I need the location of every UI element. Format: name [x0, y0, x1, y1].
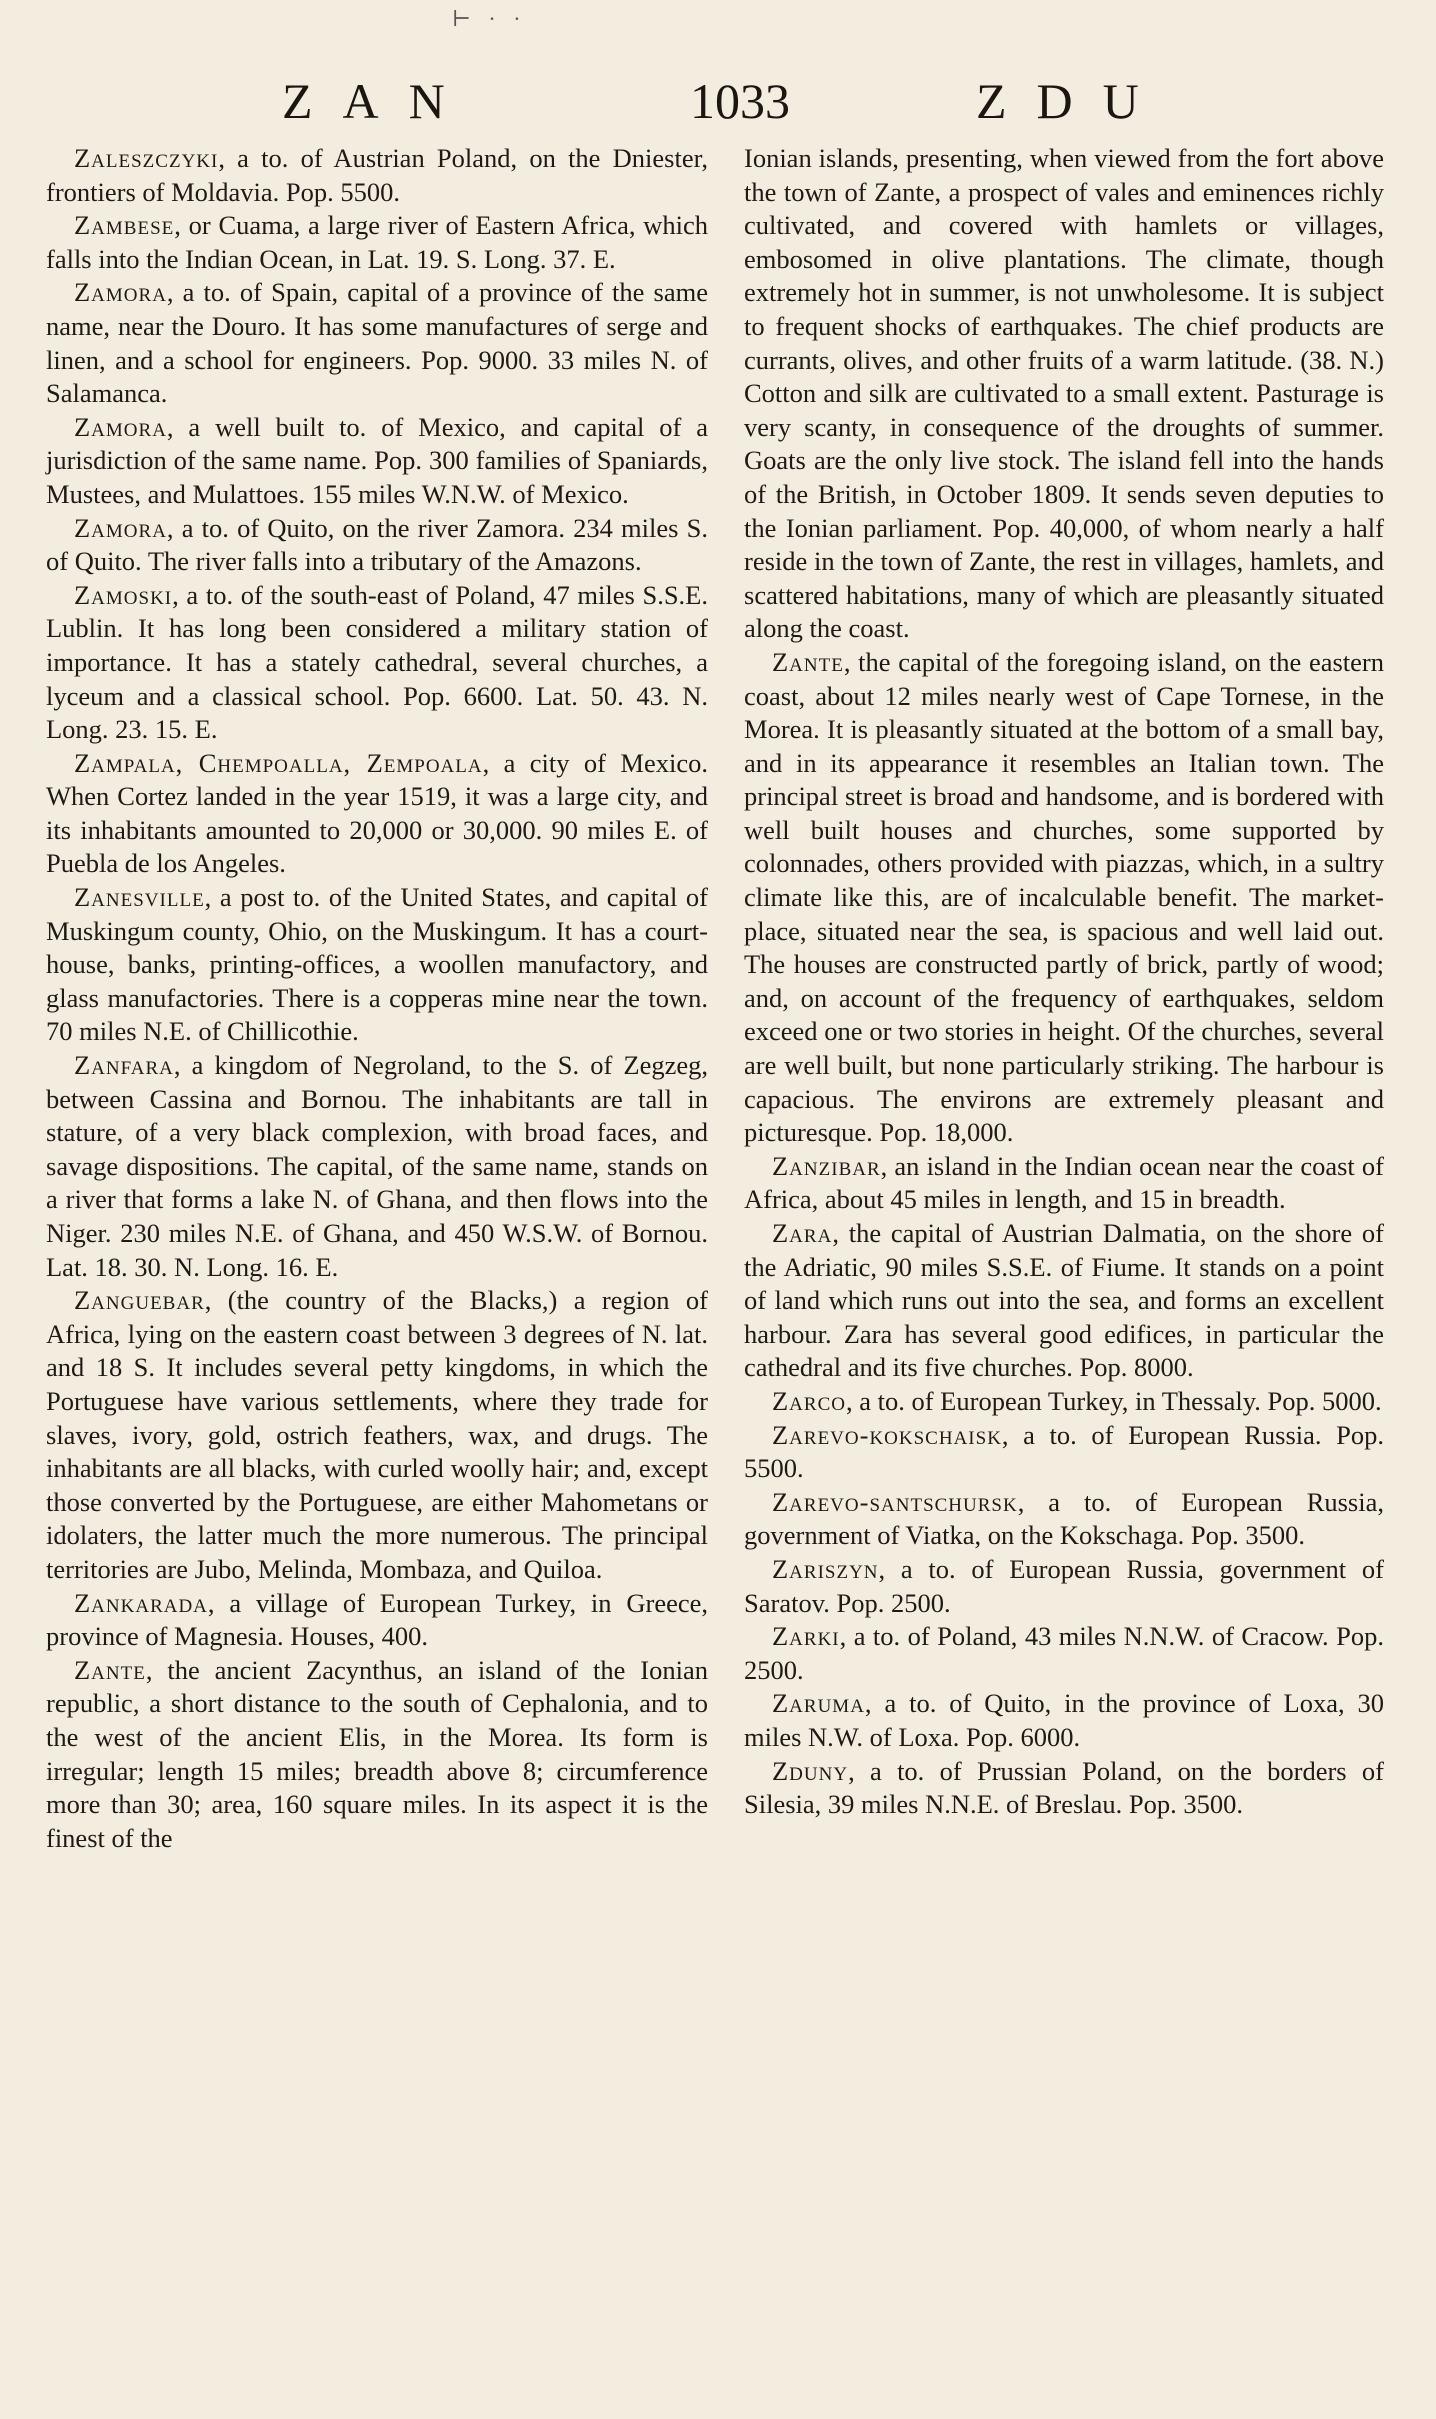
entry: [744, 1553, 1384, 1620]
entry-headword: Zamoski: [74, 579, 173, 610]
left-column: [46, 142, 708, 1855]
entry-text: , the capital of Austrian Dalmatia, on the shore of the Adriatic, 90 miles S.S.E. of Fiume. It stands on a point of land which runs out into the sea, and forms an excellent harbour. Zara has several good edifices, in particular the cathedral and its five churches. Pop. 8000.: [744, 1218, 1384, 1383]
entry: [46, 276, 708, 410]
entry: [46, 881, 708, 1049]
entry: [46, 1587, 708, 1654]
entry-headword: Zanfara: [74, 1050, 174, 1081]
entry-headword: Zanesville: [74, 882, 205, 913]
entry-headword: Zarki: [772, 1621, 840, 1652]
entry-text: , an island in the Indian ocean near the coast of Africa, about 45 miles in length, and 15 in breadth.: [744, 1150, 1384, 1215]
entry-headword: Zarevo-santschursk: [772, 1486, 1018, 1517]
entry: [46, 1654, 708, 1856]
entry-text: , a to. of European Turkey, in Thessaly. Pop. 5000.: [845, 1385, 1382, 1416]
entry: [46, 579, 708, 747]
entry: [46, 209, 708, 276]
entry: [46, 1049, 708, 1284]
entry: [46, 747, 708, 881]
entry-text: , (the country of the Blacks,) a region of Africa, lying on the eastern coast between 3 degrees of N. lat. and 18 S. It includes several petty kingdoms, in which the Portuguese have various settlements, where they trade for slaves, ivory, gold, ostrich feathers, wax, and drugs. The inhabitants are all blacks, with curled woolly hair; and, except those converted by the Portuguese, are either Mahometans or idolaters, the latter much the more numerous. The principal territories are Jubo, Melinda, Mombaza, and Quiloa.: [46, 1285, 708, 1584]
entry: [744, 1687, 1384, 1754]
entry: [744, 1217, 1384, 1385]
right-column: [744, 142, 1384, 1822]
entry-headword: Zanguebar: [74, 1285, 205, 1316]
entry-headword: Zante: [772, 646, 844, 677]
entry: [744, 1620, 1384, 1687]
entry-headword: Zankarada: [74, 1587, 208, 1618]
entry-text: , a well built to. of Mexico, and capital of a jurisdiction of the same name. Pop. 300 families of Spaniards, Mustees, and Mulattoes. 155 miles W.N.W. of Mexico.: [46, 411, 708, 509]
entry-text: , the capital of the foregoing island, on the eastern coast, about 12 miles nearly west of Cape Tornese, in the Morea. It is pleasantly situated at the bottom of a small bay, and in its appearance it resembles an Italian town. The principal street is broad and handsome, and is bordered with well built houses and churches, some supported by colonnades, others provided with piazzas, which, in a sultry climate like this, are of incalculable benefit. The market-place, situated near the sea, is spacious and well laid out. The houses are constructed partly of brick, partly of wood; and, on account of the frequency of earthquakes, seldom exceed one or two stories in height. Of the churches, several are well built, but none particularly striking. The harbour is capacious. The environs are extremely pleasant and picturesque. Pop. 18,000.: [744, 646, 1384, 1148]
entry-headword: Zamora: [74, 512, 167, 543]
entry-headword: Zanzibar: [772, 1150, 881, 1181]
entry-text: , a to. of European Russia. Pop. 5500.: [744, 1419, 1384, 1484]
entry-headword: Zamora: [74, 277, 167, 308]
entry: [744, 1486, 1384, 1553]
entry-headword: Zaruma: [772, 1688, 865, 1719]
entry-headword: Zduny: [772, 1755, 849, 1786]
entry-text: , a to. of European Russia, government of Saratov. Pop. 2500.: [744, 1553, 1384, 1618]
entry-headword: Zambese: [74, 210, 175, 241]
entry: [744, 1755, 1384, 1822]
entry: [744, 1150, 1384, 1217]
entry-headword: Zante: [74, 1654, 146, 1685]
entry-headword: Zamora: [74, 411, 167, 442]
entry: [744, 646, 1384, 1150]
entry-text: , a to. of European Russia, government of Viatka, on the Kokschaga. Pop. 3500.: [744, 1486, 1384, 1551]
entry: [744, 1419, 1384, 1486]
entry-headword: Zara: [772, 1218, 833, 1248]
entry-headword: Zampala, Chempoalla, Zempoala: [74, 747, 483, 778]
entry-headword: Zarco: [772, 1385, 846, 1416]
header-left-guideword: ZAN: [282, 73, 475, 129]
entry-headword: Zarevo-kokschaisk: [772, 1419, 1002, 1450]
running-header: [0, 72, 1436, 142]
entry-text: , the ancient Zacynthus, an island of the Ionian republic, a short distance to the south of Cephalonia, and to the west of the ancient Elis, in the Morea. Its form is irregular; length 15 miles; breadth above 8; circumference more than 30; area, 160 square miles. In its aspect it is the finest of the: [46, 1654, 708, 1853]
entry-headword: Zaleszczyki: [74, 143, 219, 173]
entry-text: , a village of European Turkey, in Greece, province of Magnesia. Houses, 400.: [46, 1587, 708, 1652]
entry-text: , a post to. of the United States, and capital of Muskingum county, Ohio, on the Muskingum. It has a court-house, banks, printing-offices, a woollen manufactory, and glass manufactories. There is a copperas mine near the town. 70 miles N.E. of Chillicothie.: [46, 882, 708, 1047]
entry-text: , a to. of Spain, capital of a province of the same name, near the Douro. It has some manufactures of serge and linen, and a school for engineers. Pop. 9000. 33 miles N. of Salamanca.: [46, 277, 708, 409]
page-number: 1033: [690, 73, 790, 129]
corner-mark: ⊢ · ·: [452, 6, 527, 31]
entry-text: , a to. of Austrian Poland, on the Dniester, frontiers of Moldavia. Pop. 5500.: [46, 143, 708, 207]
entry-text: , a kingdom of Negroland, to the S. of Zegzeg, between Cassina and Bornou. The inhabitants are tall in stature, of a very black complexion, with broad faces, and savage dispositions. The capital, of the same name, stands on a river that forms a lake N. of Ghana, and then flows into the Niger. 230 miles N.E. of Ghana, and 450 W.S.W. of Bornou. Lat. 18. 30. N. Long. 16. E.: [46, 1050, 708, 1282]
entry-text: , a to. of Prussian Poland, on the borders of Silesia, 39 miles N.N.E. of Breslau. Pop. 3500.: [744, 1755, 1384, 1820]
entry-text: , a to. of the south-east of Poland, 47 miles S.S.E. Lublin. It has long been considered a military station of importance. It has a stately cathedral, several churches, a lyceum and a classical school. Pop. 6600. Lat. 50. 43. N. Long. 23. 15. E.: [46, 579, 708, 745]
entry-headword: Zariszyn: [772, 1553, 879, 1584]
entry-text: , a to. of Quito, in the province of Loxa, 30 miles N.W. of Loxa. Pop. 6000.: [744, 1688, 1384, 1752]
entry-text: , a to. of Quito, on the river Zamora. 234 miles S. of Quito. The river falls into a tributary of the Amazons.: [46, 512, 708, 577]
entry: [46, 1284, 708, 1586]
entry: [46, 411, 708, 512]
entry-text: Ionian islands, presenting, when viewed from the fort above the town of Zante, a prospect of vales and eminences richly cultivated, and covered with hamlets or villages, embosomed in olive plantations. The climate, though extremely hot in summer, is not unwholesome. It is subject to frequent shocks of earthquakes. The chief products are currants, olives, and other fruits of a warm latitude. (38. N.) Cotton and silk are cultivated to a small extent. Pasturage is very scanty, in consequence of the droughts of summer. Goats are the only live stock. The island fell into the hands of the British, in October 1809. It sends seven deputies to the Ionian parliament. Pop. 40,000, of whom nearly a half reside in the town of Zante, the rest in villages, hamlets, and scattered habitations, many of which are pleasantly situated along the coast.: [744, 143, 1384, 644]
entry: [46, 142, 708, 209]
entry: [46, 512, 708, 579]
entry-continuation: [744, 142, 1384, 646]
entry: [744, 1385, 1384, 1419]
entry-text: , or Cuama, a large river of Eastern Africa, which falls into the Indian Ocean, in Lat. 19. S. Long. 37. E.: [46, 210, 708, 274]
header-right-guideword: ZDU: [976, 73, 1169, 129]
entry-text: , a to. of Poland, 43 miles N.N.W. of Cracow. Pop. 2500.: [744, 1621, 1384, 1685]
entry-text: , a city of Mexico. When Cortez landed in the year 1519, it was a large city, and its inhabitants amounted to 20,000 or 30,000. 90 miles E. of Puebla de los Angeles.: [46, 747, 708, 879]
